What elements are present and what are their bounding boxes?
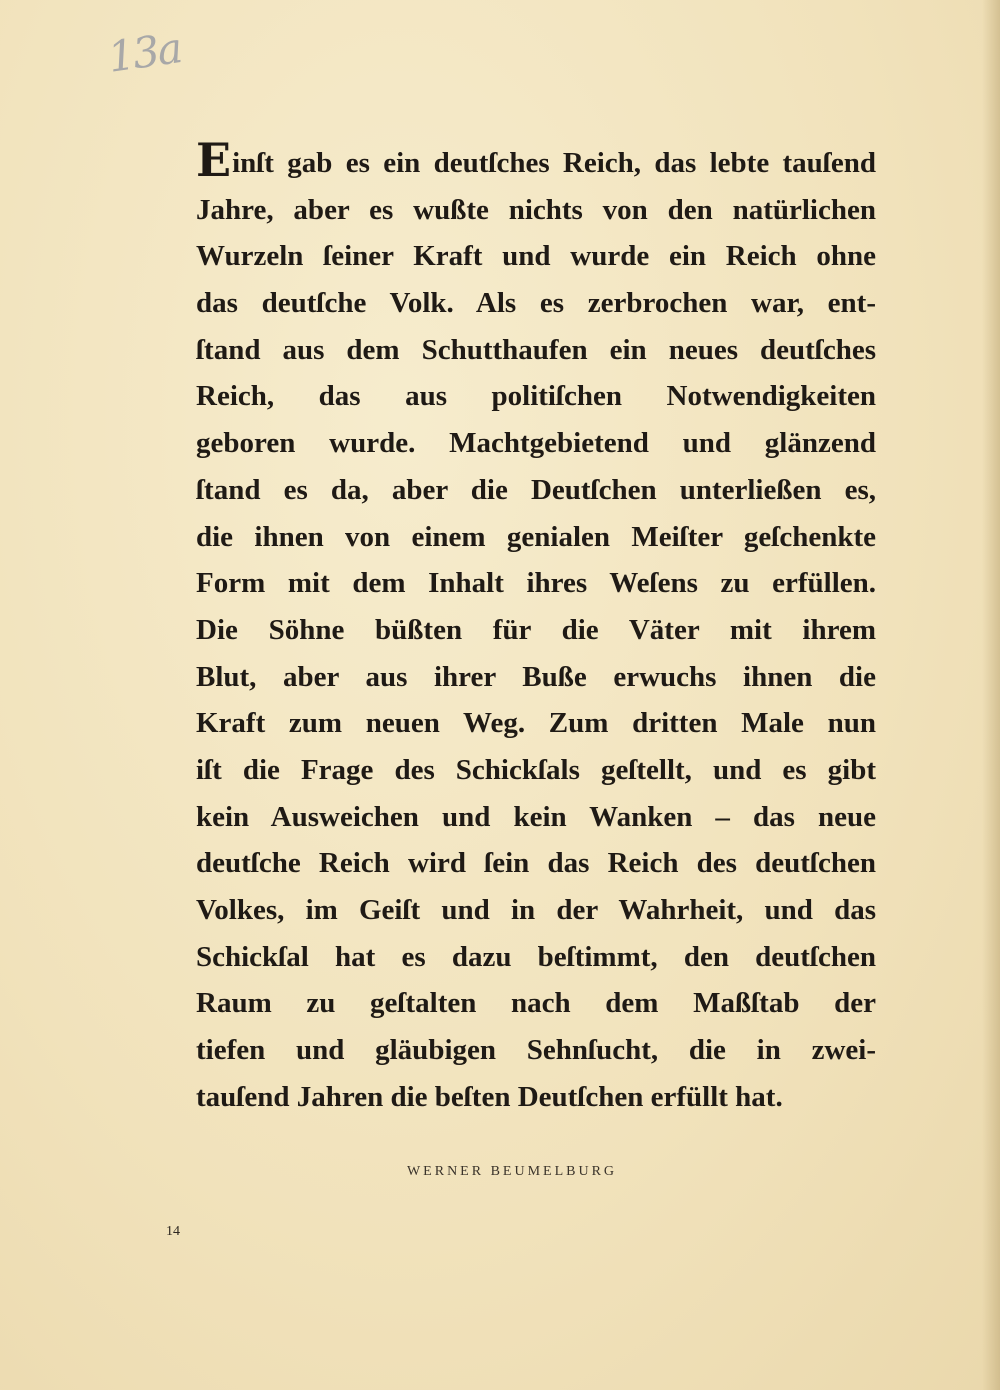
drop-cap: E [196, 133, 232, 187]
text-line: Raum zu geſtalten nach dem Maßſtab der [196, 987, 876, 1020]
page-number: 14 [166, 1224, 180, 1239]
text-line: Kraft zum neuen Weg. Zum dritten Male nun [196, 707, 876, 740]
text-line: tauſend Jahren die beſten Deutſchen erfüllt hat. [196, 1080, 783, 1113]
text-line: tiefen und gläubigen Sehnſucht, die in zwei- [196, 1034, 876, 1067]
text-line: Wurzeln ſeiner Kraft und wurde ein Reich ohne [196, 240, 876, 273]
text-line: Form mit dem Inhalt ihres Weſens zu erfüllen. [196, 567, 876, 600]
text-line: das deutſche Volk. Als es zerbrochen war, ent- [196, 287, 876, 320]
text-line: iſt die Frage des Schickſals geſtellt, und es gibt [196, 753, 876, 786]
text-line-content: inſt gab es ein deutſches Reich, das lebte tauſend [232, 147, 876, 179]
body-text [196, 133, 876, 1120]
author-name: WERNER BEUMELBURG [406, 1164, 618, 1179]
text-line: Jahre, aber es wußte nichts von den natürlichen [196, 193, 876, 226]
text-line: Volkes, im Geiſt und in der Wahrheit, und das [196, 894, 876, 926]
text-line: Schickſal hat es dazu beſtimmt, den deutſchen [196, 940, 876, 973]
text-line: deutſche Reich wird ſein das Reich des deutſchen [196, 847, 876, 880]
text-line: Die Söhne büßten für die Väter mit ihrem [196, 613, 876, 646]
text-line: kein Ausweichen und kein Wanken – das neue [196, 800, 876, 833]
page-edge-shading [982, 0, 1000, 1390]
text-line: Reich, das aus politiſchen Notwendigkeiten [196, 380, 876, 413]
text-line: ſtand es da, aber die Deutſchen unterließen es, [196, 473, 876, 506]
text-line: die ihnen von einem genialen Meiſter geſchenkte [196, 520, 876, 553]
text-line: Blut, aber aus ihrer Buße erwuchs ihnen die [196, 660, 876, 693]
text-line: ſtand aus dem Schutthaufen ein neues deutſches [196, 333, 876, 366]
text-line: geboren wurde. Machtgebietend und glänzend [196, 427, 876, 460]
handwritten-folio-mark: 13a [104, 23, 184, 82]
text-line [196, 133, 876, 187]
